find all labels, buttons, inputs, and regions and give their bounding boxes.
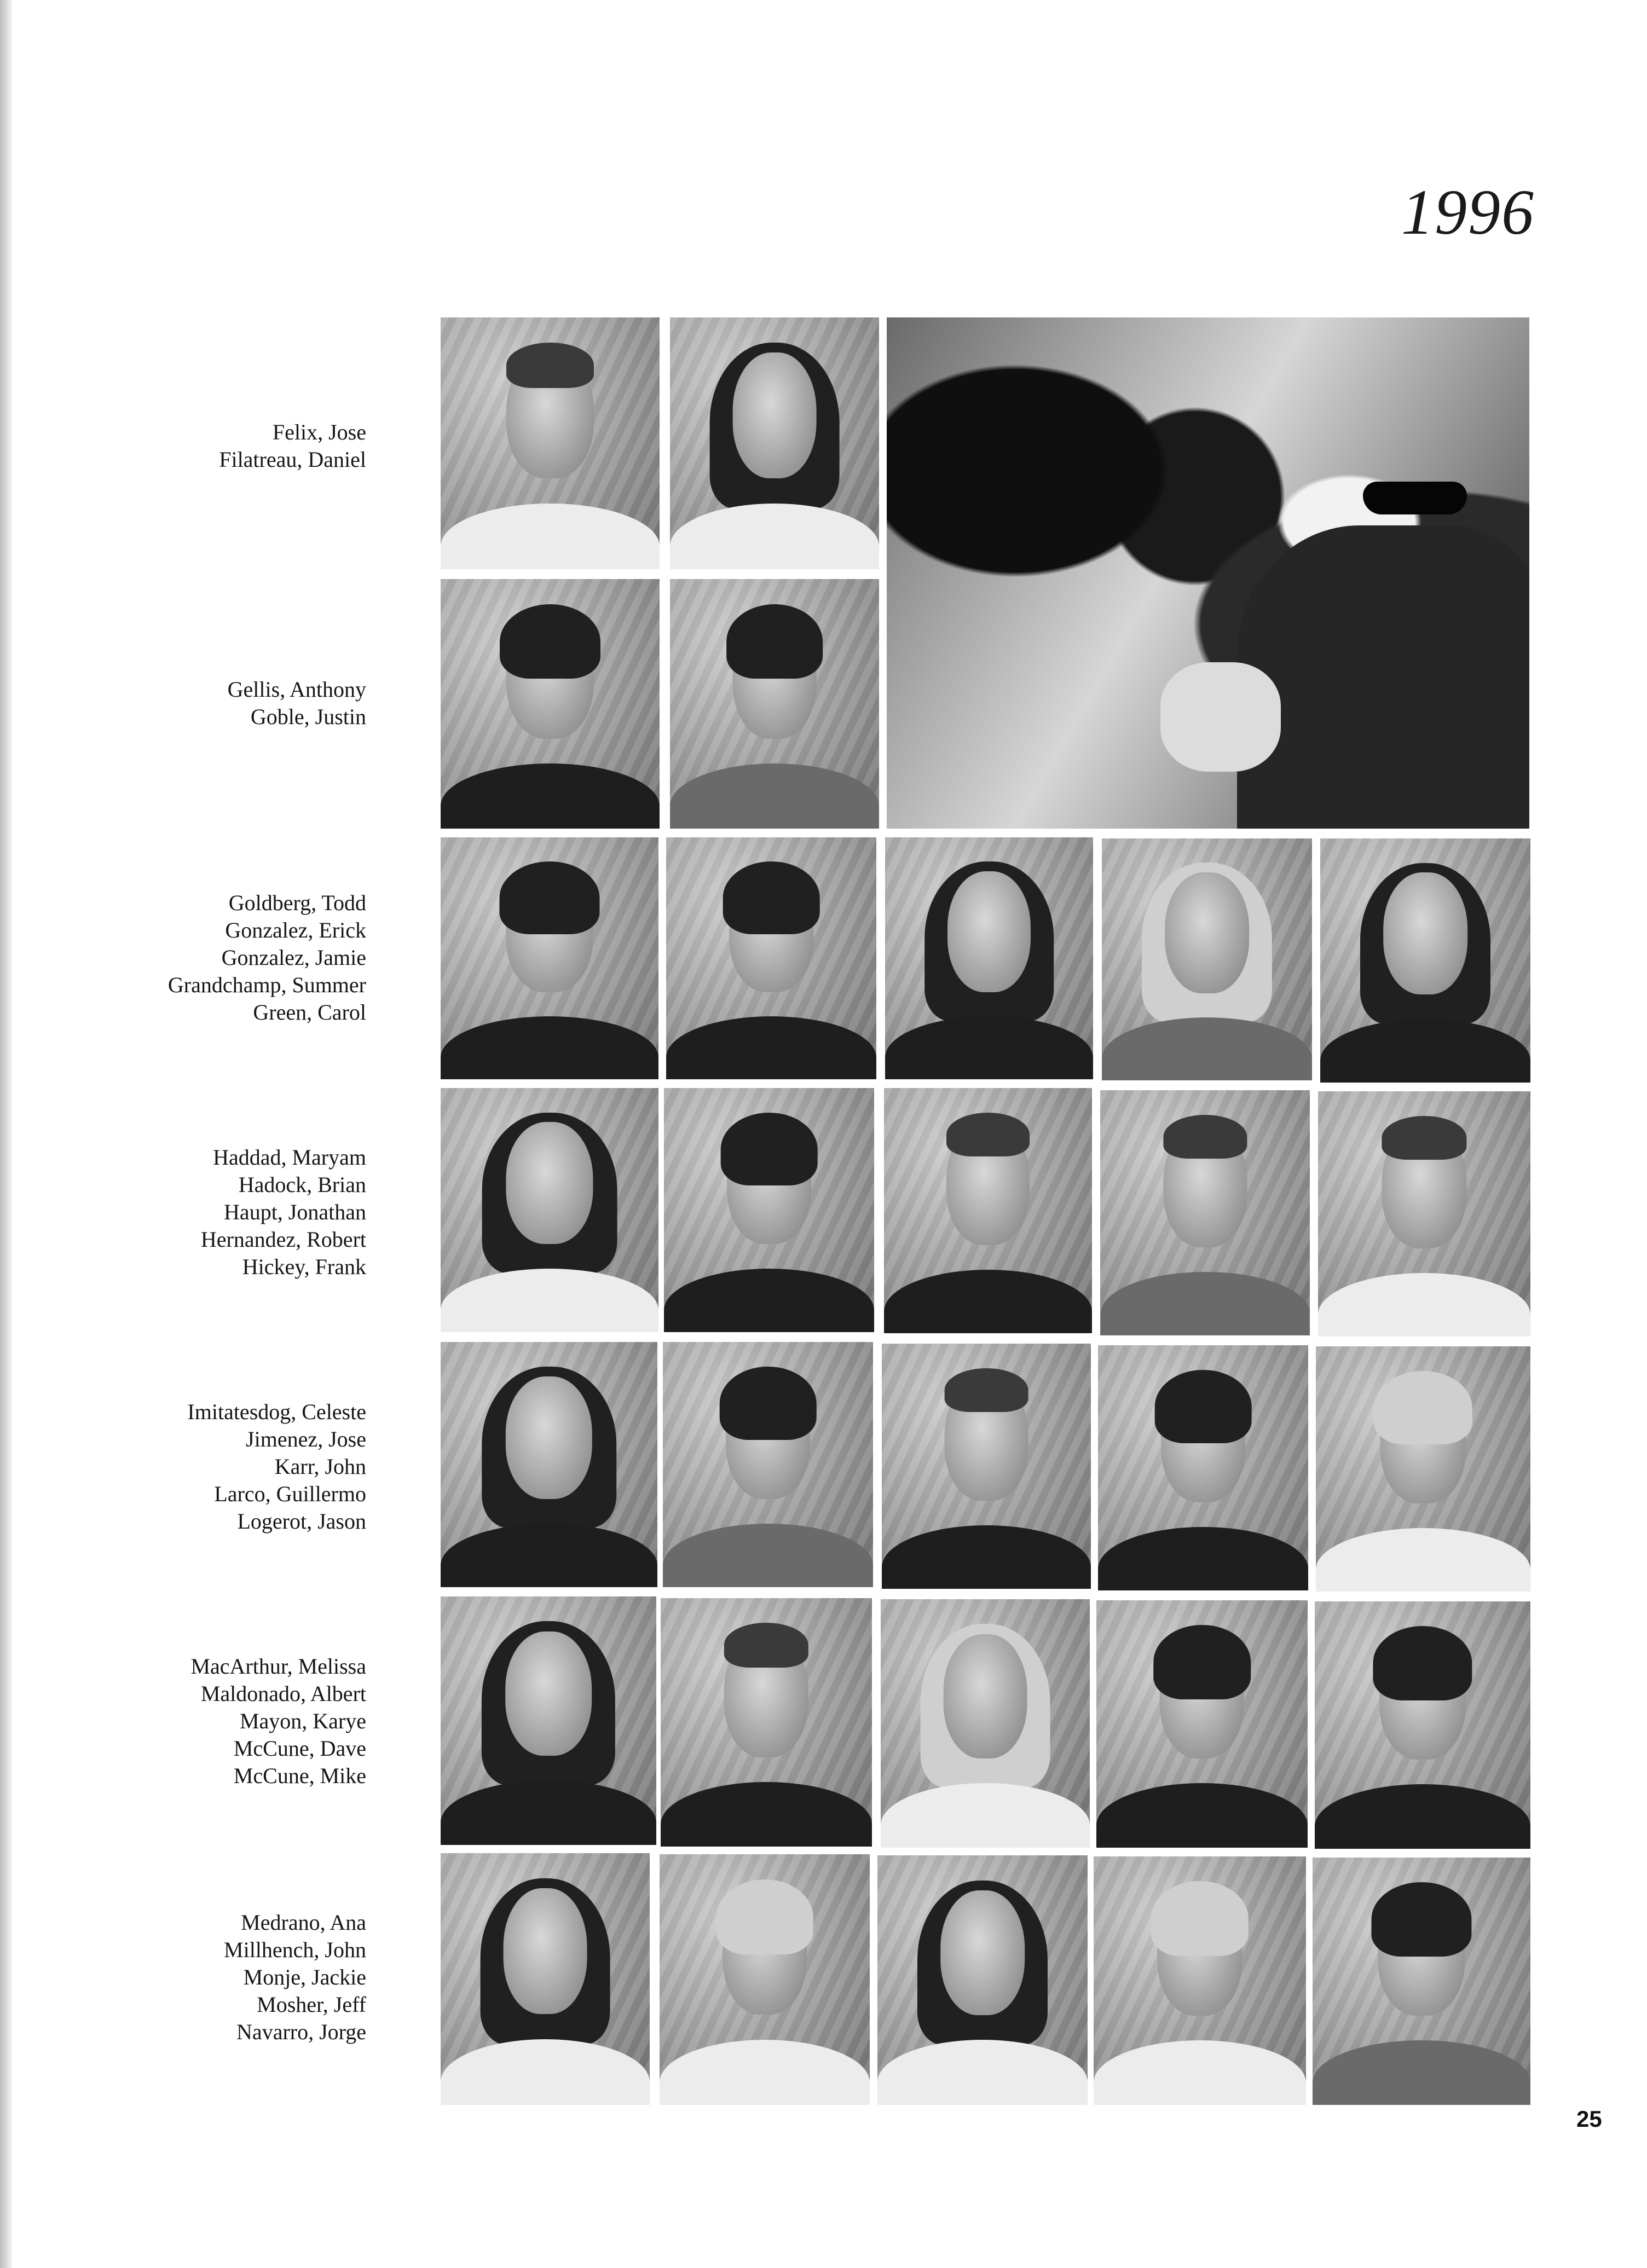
portrait-photo <box>670 317 879 569</box>
candid-group-photo <box>887 317 1529 829</box>
name-list-row-1 <box>0 419 366 473</box>
name-list-row-5 <box>0 1398 366 1535</box>
name-list-row-3 <box>0 889 366 1026</box>
student-name: Karr, John <box>274 1454 366 1479</box>
student-name: Haddad, Maryam <box>213 1145 366 1170</box>
portrait-photo <box>1102 838 1312 1080</box>
portrait-photo <box>881 1599 1090 1848</box>
portrait-photo <box>663 1342 873 1587</box>
portrait-photo <box>877 1855 1088 2105</box>
student-name: Mayon, Karye <box>239 1709 366 1733</box>
student-name: Jimenez, Jose <box>246 1427 366 1451</box>
student-name: Monje, Jackie <box>243 1965 366 1989</box>
portrait-photo <box>1100 1090 1310 1335</box>
portrait-photo <box>1316 1346 1530 1592</box>
student-name: Navarro, Jorge <box>236 2020 366 2044</box>
student-name: Hadock, Brian <box>238 1172 366 1197</box>
portrait-photo <box>884 1088 1092 1333</box>
student-name: Filatreau, Daniel <box>219 447 366 472</box>
student-name: Hernandez, Robert <box>200 1227 366 1252</box>
student-name: McCune, Dave <box>233 1736 366 1761</box>
portrait-photo <box>441 1853 650 2105</box>
student-name: McCune, Mike <box>233 1763 366 1788</box>
student-name: Larco, Guillermo <box>214 1482 366 1506</box>
portrait-photo <box>661 1598 872 1847</box>
portrait-photo <box>666 837 876 1079</box>
page-number: 25 <box>1576 2106 1602 2132</box>
portrait-photo <box>1094 1856 1306 2105</box>
portrait-photo <box>1098 1345 1308 1590</box>
student-name: Goldberg, Todd <box>228 890 366 915</box>
student-name: Green, Carol <box>253 1000 366 1025</box>
student-name: Gonzalez, Erick <box>225 918 366 942</box>
student-name: Goble, Justin <box>250 704 366 729</box>
page-year: 1996 <box>1401 176 1535 248</box>
portrait-photo <box>1320 838 1530 1083</box>
portrait-photo <box>441 1088 658 1332</box>
student-name: Haupt, Jonathan <box>224 1200 366 1224</box>
student-name: Medrano, Ana <box>241 1910 366 1935</box>
portrait-photo <box>1096 1600 1308 1848</box>
portrait-photo <box>664 1088 874 1332</box>
name-list-row-7 <box>0 1909 366 2046</box>
student-name: MacArthur, Melissa <box>190 1654 366 1679</box>
name-list-row-2 <box>0 676 366 731</box>
portrait-photo <box>441 1342 657 1587</box>
portrait-photo <box>670 579 879 829</box>
student-name: Millhench, John <box>224 1937 366 1962</box>
name-list-row-6 <box>0 1653 366 1790</box>
portrait-photo <box>660 1854 870 2105</box>
student-name: Gellis, Anthony <box>227 677 366 702</box>
portrait-photo <box>882 1344 1091 1589</box>
student-name: Imitatesdog, Celeste <box>187 1399 366 1424</box>
name-list-row-4 <box>0 1144 366 1281</box>
student-name: Felix, Jose <box>272 420 366 444</box>
portrait-photo <box>1313 1858 1530 2105</box>
portrait-photo <box>441 837 658 1079</box>
student-name: Hickey, Frank <box>242 1254 366 1279</box>
portrait-photo <box>1315 1601 1530 1849</box>
portrait-photo <box>885 837 1093 1079</box>
student-name: Mosher, Jeff <box>257 1992 366 2017</box>
portrait-photo <box>1318 1091 1530 1336</box>
student-name: Gonzalez, Jamie <box>221 945 366 970</box>
student-name: Grandchamp, Summer <box>167 973 366 997</box>
portrait-photo <box>441 317 660 569</box>
student-name: Maldonado, Albert <box>200 1681 366 1706</box>
portrait-photo <box>441 1596 656 1845</box>
student-name: Logerot, Jason <box>237 1509 366 1534</box>
portrait-photo <box>441 579 660 829</box>
